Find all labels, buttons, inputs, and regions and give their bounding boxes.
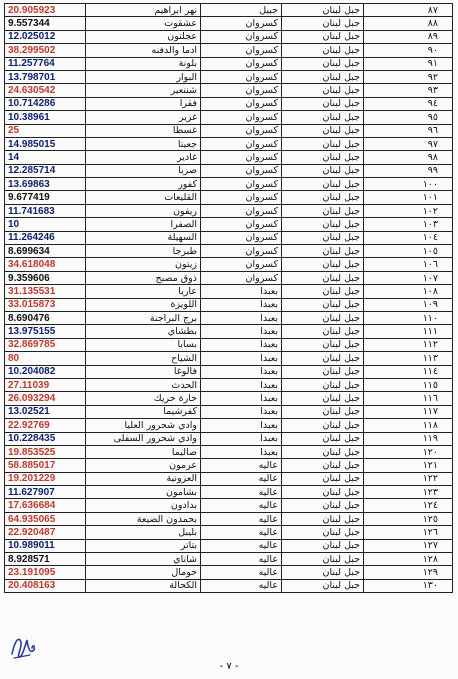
- district-cell: جبيل: [201, 4, 282, 17]
- town-cell: اللويزة: [86, 298, 201, 311]
- governorate-cell: جبل لبنان: [282, 405, 364, 418]
- value-cell: 10.989011: [5, 539, 86, 552]
- governorate-cell: جبل لبنان: [282, 432, 364, 445]
- table-row: [5, 70, 453, 83]
- row-number-cell: ٩٤: [364, 97, 453, 110]
- row-number-cell: ١١٥: [364, 378, 453, 391]
- governorate-cell: جبل لبنان: [282, 57, 364, 70]
- table-row: [5, 97, 453, 110]
- district-cell: كسروان: [201, 97, 282, 110]
- town-cell: حومال: [86, 566, 201, 579]
- town-cell: عجلتون: [86, 30, 201, 43]
- town-cell: نهر ابراهيم: [86, 4, 201, 17]
- governorate-cell: جبل لبنان: [282, 231, 364, 244]
- town-cell: الحدث: [86, 378, 201, 391]
- governorate-cell: جبل لبنان: [282, 218, 364, 231]
- town-cell: زيتون: [86, 258, 201, 271]
- district-cell: عاليه: [201, 512, 282, 525]
- district-cell: كسروان: [201, 271, 282, 284]
- row-number-cell: ١١١: [364, 325, 453, 338]
- value-cell: 14: [5, 151, 86, 164]
- town-cell: بدادون: [86, 499, 201, 512]
- town-cell: العزونية: [86, 472, 201, 485]
- district-cell: كسروان: [201, 218, 282, 231]
- governorate-cell: جبل لبنان: [282, 392, 364, 405]
- value-cell: 12.285714: [5, 164, 86, 177]
- row-number-cell: ١٠٥: [364, 245, 453, 258]
- value-cell: 19.853525: [5, 445, 86, 458]
- value-cell: 9.359606: [5, 271, 86, 284]
- town-cell: عرمون: [86, 459, 201, 472]
- town-cell: طبرجا: [86, 245, 201, 258]
- table-row: [5, 191, 453, 204]
- value-cell: 22.920487: [5, 526, 86, 539]
- table-row: [5, 512, 453, 525]
- district-cell: كسروان: [201, 164, 282, 177]
- row-number-cell: ١٣٠: [364, 579, 453, 592]
- value-cell: 8.690476: [5, 311, 86, 324]
- value-cell: 12.025012: [5, 30, 86, 43]
- table-row: [5, 231, 453, 244]
- district-cell: بعبدا: [201, 432, 282, 445]
- row-number-cell: ١١٦: [364, 392, 453, 405]
- governorate-cell: جبل لبنان: [282, 512, 364, 525]
- town-cell: بطشاي: [86, 325, 201, 338]
- town-cell: شننعير: [86, 84, 201, 97]
- value-cell: 13.02521: [5, 405, 86, 418]
- row-number-cell: ١٢٤: [364, 499, 453, 512]
- row-number-cell: ٩٥: [364, 111, 453, 124]
- governorate-cell: جبل لبنان: [282, 204, 364, 217]
- town-cell: الكحالة: [86, 579, 201, 592]
- table-body: [5, 4, 453, 593]
- table-row: [5, 30, 453, 43]
- value-cell: 25: [5, 124, 86, 137]
- town-cell: برج البراجنة: [86, 311, 201, 324]
- table-row: [5, 432, 453, 445]
- town-cell: جعيتا: [86, 137, 201, 150]
- table-row: [5, 4, 453, 17]
- table-row: [5, 392, 453, 405]
- governorate-cell: جبل لبنان: [282, 445, 364, 458]
- table-row: [5, 298, 453, 311]
- district-cell: بعبدا: [201, 365, 282, 378]
- table-row: [5, 325, 453, 338]
- governorate-cell: جبل لبنان: [282, 459, 364, 472]
- district-cell: كسروان: [201, 245, 282, 258]
- town-cell: السهيلة: [86, 231, 201, 244]
- governorate-cell: جبل لبنان: [282, 164, 364, 177]
- table-row: [5, 164, 453, 177]
- governorate-cell: جبل لبنان: [282, 311, 364, 324]
- table-row: [5, 204, 453, 217]
- table-row: [5, 111, 453, 124]
- table-row: [5, 405, 453, 418]
- district-cell: كسروان: [201, 124, 282, 137]
- value-cell: 14.985015: [5, 137, 86, 150]
- row-number-cell: ١٢٧: [364, 539, 453, 552]
- district-cell: بعبدا: [201, 352, 282, 365]
- table-row: [5, 84, 453, 97]
- district-cell: كسروان: [201, 151, 282, 164]
- table-row: [5, 124, 453, 137]
- table-row: [5, 539, 453, 552]
- governorate-cell: جبل لبنان: [282, 178, 364, 191]
- table-row: [5, 499, 453, 512]
- district-cell: عاليه: [201, 539, 282, 552]
- row-number-cell: ١١٩: [364, 432, 453, 445]
- value-cell: 10: [5, 218, 86, 231]
- governorate-cell: جبل لبنان: [282, 124, 364, 137]
- governorate-cell: جبل لبنان: [282, 111, 364, 124]
- town-cell: بليبل: [86, 526, 201, 539]
- table-row: [5, 338, 453, 351]
- row-number-cell: ١٠١: [364, 191, 453, 204]
- district-cell: عاليه: [201, 526, 282, 539]
- district-cell: عاليه: [201, 579, 282, 592]
- town-cell: كفرشيما: [86, 405, 201, 418]
- district-cell: كسروان: [201, 231, 282, 244]
- value-cell: 20.905923: [5, 4, 86, 17]
- governorate-cell: جبل لبنان: [282, 419, 364, 432]
- town-cell: ادما والدفنه: [86, 44, 201, 57]
- town-cell: بلونة: [86, 57, 201, 70]
- district-cell: كسروان: [201, 84, 282, 97]
- governorate-cell: جبل لبنان: [282, 258, 364, 271]
- row-number-cell: ٩٨: [364, 151, 453, 164]
- district-cell: عاليه: [201, 472, 282, 485]
- value-cell: 8.928571: [5, 553, 86, 566]
- table-row: [5, 553, 453, 566]
- row-number-cell: ٩٢: [364, 70, 453, 83]
- table-row: [5, 258, 453, 271]
- row-number-cell: ٨٩: [364, 30, 453, 43]
- district-cell: كسروان: [201, 191, 282, 204]
- table-row: [5, 218, 453, 231]
- governorate-cell: جبل لبنان: [282, 285, 364, 298]
- town-cell: بتاتر: [86, 539, 201, 552]
- row-number-cell: ١٠٠: [364, 178, 453, 191]
- value-cell: 17.636684: [5, 499, 86, 512]
- governorate-cell: جبل لبنان: [282, 378, 364, 391]
- governorate-cell: جبل لبنان: [282, 365, 364, 378]
- district-cell: بعبدا: [201, 298, 282, 311]
- town-cell: بشامون: [86, 486, 201, 499]
- row-number-cell: ١٢٣: [364, 486, 453, 499]
- town-cell: غادير: [86, 151, 201, 164]
- district-cell: كسروان: [201, 204, 282, 217]
- row-number-cell: ١٠٣: [364, 218, 453, 231]
- page-number: - ٧ -: [219, 661, 239, 672]
- town-cell: فقرا: [86, 97, 201, 110]
- district-cell: بعبدا: [201, 325, 282, 338]
- row-number-cell: ١٢١: [364, 459, 453, 472]
- town-cell: غزير: [86, 111, 201, 124]
- value-cell: 26.093294: [5, 392, 86, 405]
- row-number-cell: ١١٢: [364, 338, 453, 351]
- governorate-cell: جبل لبنان: [282, 271, 364, 284]
- row-number-cell: ١٢٨: [364, 553, 453, 566]
- governorate-cell: جبل لبنان: [282, 472, 364, 485]
- row-number-cell: ١٠٢: [364, 204, 453, 217]
- town-cell: بسابا: [86, 338, 201, 351]
- value-cell: 33.015873: [5, 298, 86, 311]
- governorate-cell: جبل لبنان: [282, 137, 364, 150]
- row-number-cell: ١٠٦: [364, 258, 453, 271]
- value-cell: 23.191095: [5, 566, 86, 579]
- district-cell: بعبدا: [201, 419, 282, 432]
- town-cell: القليعات: [86, 191, 201, 204]
- row-number-cell: ١٢٩: [364, 566, 453, 579]
- value-cell: 32.869785: [5, 338, 86, 351]
- row-number-cell: ١٠٩: [364, 298, 453, 311]
- district-cell: عاليه: [201, 486, 282, 499]
- table-row: [5, 445, 453, 458]
- town-cell: شاناي: [86, 553, 201, 566]
- table-row: [5, 57, 453, 70]
- row-number-cell: ١٢٥: [364, 512, 453, 525]
- value-cell: 13.798701: [5, 70, 86, 83]
- table-row: [5, 151, 453, 164]
- district-cell: كسروان: [201, 30, 282, 43]
- town-cell: وادي شحرور السفلى: [86, 432, 201, 445]
- row-number-cell: ١٠٨: [364, 285, 453, 298]
- value-cell: 58.885017: [5, 459, 86, 472]
- district-cell: عاليه: [201, 566, 282, 579]
- town-cell: الشياح: [86, 352, 201, 365]
- value-cell: 24.630542: [5, 84, 86, 97]
- district-cell: كسروان: [201, 44, 282, 57]
- governorate-cell: جبل لبنان: [282, 4, 364, 17]
- table-row: [5, 17, 453, 30]
- value-cell: 10.204082: [5, 365, 86, 378]
- town-cell: حارة حريك: [86, 392, 201, 405]
- table-row: [5, 137, 453, 150]
- district-cell: كسروان: [201, 17, 282, 30]
- district-cell: عاليه: [201, 459, 282, 472]
- table-row: [5, 365, 453, 378]
- table-row: [5, 178, 453, 191]
- value-cell: 31.135531: [5, 285, 86, 298]
- value-cell: 22.92769: [5, 419, 86, 432]
- table-row: [5, 459, 453, 472]
- row-number-cell: ٩١: [364, 57, 453, 70]
- table-row: [5, 285, 453, 298]
- value-cell: 34.618048: [5, 258, 86, 271]
- row-number-cell: ١١٤: [364, 365, 453, 378]
- town-cell: وادي شحرور العليا: [86, 419, 201, 432]
- governorate-cell: جبل لبنان: [282, 70, 364, 83]
- district-cell: بعبدا: [201, 311, 282, 324]
- town-cell: فالوغا: [86, 365, 201, 378]
- row-number-cell: ٩٩: [364, 164, 453, 177]
- governorate-cell: جبل لبنان: [282, 191, 364, 204]
- value-cell: 19.201229: [5, 472, 86, 485]
- district-cell: بعبدا: [201, 285, 282, 298]
- row-number-cell: ١٢٢: [364, 472, 453, 485]
- value-cell: 80: [5, 352, 86, 365]
- table-row: [5, 486, 453, 499]
- town-cell: ريفون: [86, 204, 201, 217]
- row-number-cell: ٩٣: [364, 84, 453, 97]
- table-row: [5, 352, 453, 365]
- governorate-cell: جبل لبنان: [282, 245, 364, 258]
- district-cell: بعبدا: [201, 392, 282, 405]
- value-cell: 10.714286: [5, 97, 86, 110]
- town-cell: ذوق مصبح: [86, 271, 201, 284]
- value-cell: 11.741683: [5, 204, 86, 217]
- table-row: [5, 579, 453, 592]
- row-number-cell: ١١٠: [364, 311, 453, 324]
- town-cell: كفور: [86, 178, 201, 191]
- governorate-cell: جبل لبنان: [282, 298, 364, 311]
- value-cell: 11.257764: [5, 57, 86, 70]
- district-cell: كسروان: [201, 258, 282, 271]
- row-number-cell: ١٠٤: [364, 231, 453, 244]
- town-cell: غسطا: [86, 124, 201, 137]
- governorate-cell: جبل لبنان: [282, 526, 364, 539]
- value-cell: 38.299502: [5, 44, 86, 57]
- governorate-cell: جبل لبنان: [282, 151, 364, 164]
- governorate-cell: جبل لبنان: [282, 97, 364, 110]
- row-number-cell: ٩٦: [364, 124, 453, 137]
- table-row: [5, 472, 453, 485]
- table-row: [5, 271, 453, 284]
- governorate-cell: جبل لبنان: [282, 499, 364, 512]
- table-row: [5, 44, 453, 57]
- governorate-cell: جبل لبنان: [282, 84, 364, 97]
- town-cell: صاليما: [86, 445, 201, 458]
- value-cell: 10.38961: [5, 111, 86, 124]
- table-row: [5, 245, 453, 258]
- town-cell: البوار: [86, 70, 201, 83]
- district-cell: كسروان: [201, 57, 282, 70]
- table-row: [5, 566, 453, 579]
- governorate-cell: جبل لبنان: [282, 486, 364, 499]
- value-cell: 9.557344: [5, 17, 86, 30]
- value-cell: 13.69863: [5, 178, 86, 191]
- governorate-cell: جبل لبنان: [282, 17, 364, 30]
- table-row: [5, 526, 453, 539]
- town-cell: عاريا: [86, 285, 201, 298]
- value-cell: 20.408163: [5, 579, 86, 592]
- governorate-cell: جبل لبنان: [282, 539, 364, 552]
- governorate-cell: جبل لبنان: [282, 44, 364, 57]
- row-number-cell: ٩٠: [364, 44, 453, 57]
- governorate-cell: جبل لبنان: [282, 30, 364, 43]
- town-cell: بحمدون الضيعة: [86, 512, 201, 525]
- district-cell: عاليه: [201, 553, 282, 566]
- data-table: [4, 3, 453, 593]
- value-cell: 11.627907: [5, 486, 86, 499]
- value-cell: 9.677419: [5, 191, 86, 204]
- town-cell: عشقوت: [86, 17, 201, 30]
- district-cell: كسروان: [201, 111, 282, 124]
- row-number-cell: ٨٨: [364, 17, 453, 30]
- value-cell: 11.264246: [5, 231, 86, 244]
- district-cell: بعبدا: [201, 338, 282, 351]
- row-number-cell: ١١٣: [364, 352, 453, 365]
- governorate-cell: جبل لبنان: [282, 338, 364, 351]
- row-number-cell: ٩٧: [364, 137, 453, 150]
- town-cell: صربا: [86, 164, 201, 177]
- governorate-cell: جبل لبنان: [282, 352, 364, 365]
- value-cell: 64.935065: [5, 512, 86, 525]
- town-cell: الصفرا: [86, 218, 201, 231]
- governorate-cell: جبل لبنان: [282, 579, 364, 592]
- value-cell: 13.975155: [5, 325, 86, 338]
- row-number-cell: ٨٧: [364, 4, 453, 17]
- governorate-cell: جبل لبنان: [282, 325, 364, 338]
- district-cell: عاليه: [201, 499, 282, 512]
- row-number-cell: ١٢٠: [364, 445, 453, 458]
- row-number-cell: ١١٨: [364, 419, 453, 432]
- handwritten-signature: [8, 628, 38, 662]
- district-cell: كسروان: [201, 137, 282, 150]
- table-row: [5, 419, 453, 432]
- district-cell: بعبدا: [201, 445, 282, 458]
- district-cell: بعبدا: [201, 405, 282, 418]
- table-row: [5, 378, 453, 391]
- district-cell: كسروان: [201, 178, 282, 191]
- value-cell: 27.11039: [5, 378, 86, 391]
- governorate-cell: جبل لبنان: [282, 566, 364, 579]
- governorate-cell: جبل لبنان: [282, 553, 364, 566]
- row-number-cell: ١٠٧: [364, 271, 453, 284]
- row-number-cell: ١٢٦: [364, 526, 453, 539]
- district-cell: كسروان: [201, 70, 282, 83]
- row-number-cell: ١١٧: [364, 405, 453, 418]
- value-cell: 10.228435: [5, 432, 86, 445]
- table-row: [5, 311, 453, 324]
- value-cell: 8.699634: [5, 245, 86, 258]
- district-cell: بعبدا: [201, 378, 282, 391]
